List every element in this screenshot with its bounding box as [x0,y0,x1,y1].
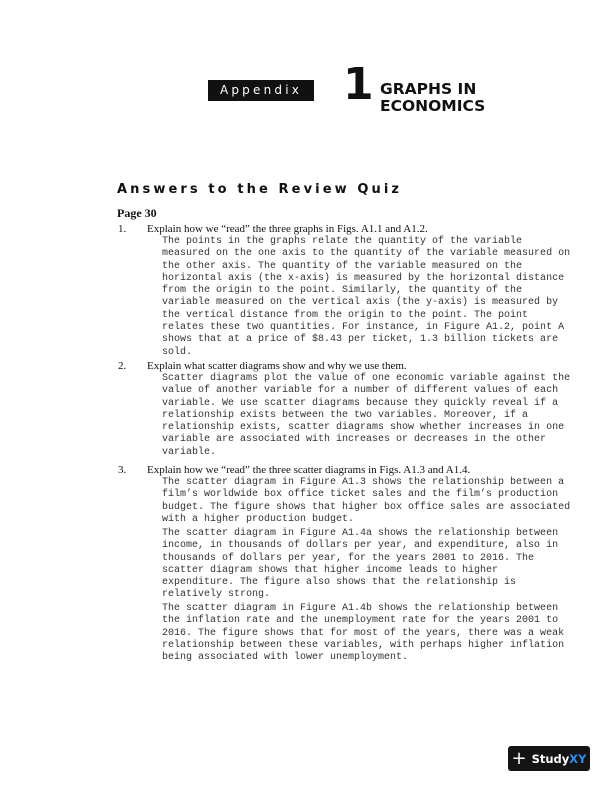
answer-line: variable are associated with increases or decreases in the other [162,434,547,446]
answer-line: relationship exists between the two variables. Moreover, if a [162,409,529,421]
question-number: 1. [118,223,127,235]
answer-line: measured on the one axis to the quantity of the variable measured on [162,248,571,260]
page-label: Page 30 [117,206,157,220]
chapter-title-line-2: ECONOMICS [380,97,486,115]
answer-line: thousands of dollars per year, for the years 2001 to 2016. The [162,552,535,564]
answer-line: the inflation rate and the unemployment rate for the years 2001 to [162,615,559,627]
answer-line: the vertical distance from the origin to the point. The point [162,309,529,321]
question-text: Explain how we “read” the three scatter diagrams in Figs. A1.3 and A1.4. [147,464,471,476]
answer-line: scatter diagram shows that higher income leads to higher [162,564,499,576]
answer-line: shows that at a price of $8.43 per ticket, 1.3 billion tickets are [162,334,559,346]
section-heading: Answers to the Review Quiz [117,182,403,197]
answer-line: The points in the graphs relate the quantity of the variable [162,236,523,247]
question-number: 2. [118,360,127,372]
answer-paragraph [162,373,570,459]
answer-line: variable measured on the vertical axis (the y-axis) is measured by [162,297,559,309]
answer-line: The scatter diagram in Figure A1.4a shows the relationship between [162,528,559,539]
chapter-title-line-1: GRAPHS IN [380,80,477,98]
answer-line: The scatter diagram in Figure A1.4b shows the relationship between [162,603,559,614]
answer-line: variable. [162,446,217,458]
answer-line: variable. We use scatter diagrams because they quickly reveal if a [162,397,559,409]
answer-line: relates these two quantities. For instance, in Figure A1.2, point A [162,322,565,334]
answer-line: with a higher production budget. [162,513,355,525]
chapter-number: 1 [343,59,374,110]
plus-icon: + [511,747,527,769]
answer-line: relatively strong. [162,589,271,601]
answer-line: sold. [162,346,193,358]
answer-line: the other axis. The quantity of the variable measured on the [162,260,523,272]
badge-word-study: Study [531,751,570,766]
answer-paragraph [162,236,570,359]
answer-paragraph [162,603,564,664]
answer-line: 2016. The figure shows that for most of the years, there was a weak [162,627,565,639]
answer-paragraph [162,528,558,602]
badge-word-xy: XY [569,751,587,766]
chapter-title [380,81,485,115]
answer-line: from the origin to the point. Similarly, the quantity of the [162,285,523,297]
answer-line: film’s worldwide box office ticket sales and the film’s production [162,489,559,501]
question-text: Explain how we “read” the three graphs in Figs. A1.1 and A1.2. [147,223,428,235]
question-text: Explain what scatter diagrams show and why we use them. [147,360,407,372]
answer-line: relationship between these variables, with perhaps higher inflation [162,639,565,651]
answer-line: horizontal axis (the x-axis) is measured by the horizontal distance [162,272,565,284]
question-number: 3. [118,464,127,476]
answer-paragraph [162,477,570,526]
answer-line: The scatter diagram in Figure A1.3 shows the relationship between a [162,477,565,488]
answer-line: being associated with lower unemployment. [162,652,409,664]
answer-line: income, in thousands of dollars per year, and expenditure, also in [162,540,559,552]
answer-line: Scatter diagrams plot the value of one economic variable against the [162,373,571,384]
answer-line: relationship exists, scatter diagrams show whether increases in one [162,422,565,434]
studyxy-badge[interactable] [508,746,590,771]
answer-line: budget. The figure shows that higher box office sales are associated [162,501,571,513]
answer-line: expenditure. The figure also shows that the relationship is [162,577,517,589]
answer-line: value of another variable for a number of different values of each [162,385,559,397]
appendix-label: Appendix [208,80,314,101]
